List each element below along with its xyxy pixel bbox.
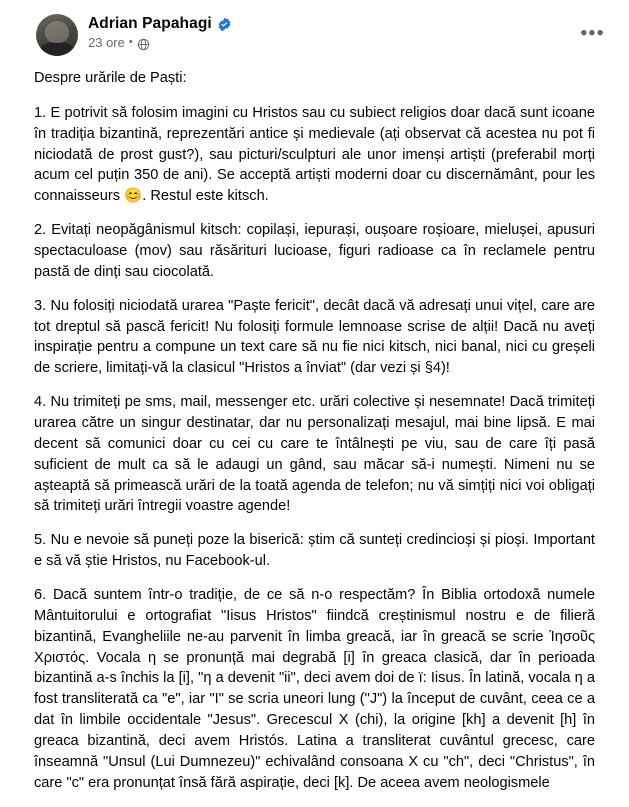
- post-author-block: [88, 14, 232, 50]
- meta-separator-dot: •: [128, 36, 133, 49]
- verified-badge-icon: [217, 17, 232, 32]
- post-paragraph: 2. Evitați neopăgânismul kitsch: copilași, iepurași, oușoare roșioare, mielușei, apusuri spectaculoase (mov) sau răsărituri lucioase, figuri radioase ca în reclamele pentru pastă de dinți sau ciocolată.: [34, 222, 595, 280]
- post-body: [14, 62, 615, 794]
- avatar[interactable]: [36, 14, 78, 56]
- post-paragraph: 5. Nu e nevoie să puneți poze la biserică: știm că sunteți credincioși și pioși. Important e să vă știe Hristos, nu Facebook-ul.: [34, 532, 595, 570]
- post-header: [14, 10, 615, 62]
- post-paragraph: Despre urările de Paști:: [34, 70, 187, 86]
- post-paragraph: 3. Nu folosiți niciodată urarea "Paște fericit", decât dacă vă adresați unui vițel, care are tot dreptul să pască fericit! Nu folosiți formule lemnoase scrise de alții! Dacă nu aveți inspirație pentru a compune un text care să nu fie nici kitsch, nici banal, nici cu greșeli de scriere, limitați-vă la clasicul "Hristos a înviat" (dar vezi și §4)!: [34, 297, 595, 377]
- post-timestamp[interactable]: 23 ore: [88, 35, 125, 51]
- author-name[interactable]: Adrian Papahagi: [88, 15, 212, 32]
- post-paragraph: 1. E potrivit să folosim imagini cu Hristos sau cu subiect religios doar dacă sunt icoane în tradiția bizantină, reprezentări antice și medievale (ați observat că acestea nu pot fi niciodată de prost gust?), sau picturi/sculpturi ale unor imenși artiști (preferabil morți acum cel puțin 350 de ani). Se acceptă artiști moderni doar cu discernământ, pour les connaisseurs 😊. Restul este kitsch.: [34, 104, 595, 205]
- author-row: [88, 15, 232, 32]
- globe-icon[interactable]: [137, 38, 150, 51]
- post-more-options-button[interactable]: •••: [580, 23, 605, 44]
- post-paragraph: 4. Nu trimiteți pe sms, mail, messenger etc. urări colective și nesemnate! Dacă trimiteți urarea către un singur destinatar, dar nu personalizați mesajul, mai bine lipsă. E mai decent să comunici doar cu cei cu care te întâlnești pe viu, sau de care îți pasă suficient de mult ca să le adaugi un gând, sau măcar să-i numești. Nimeni nu se așteaptă să primească urări de la toată agenda de telefon; nu vă simțiți nici voi obligați să trimiteți urări întregii voastre agende!: [34, 394, 595, 515]
- post-paragraph: 6. Dacă suntem într-o tradiție, de ce să n-o respectăm? În Biblia ortodoxă numele Mântuitorului e ortografiat "Iisus Hristos" fiindcă creștinismul nostru e de filieră bizantină, Evangheliile ne-au parvenit în limba greacă, iar în greacă se scrie Ἰησοῦς Χριστός. Vocala η se pronunță mai degrabă [i] în greaca clasică, dar în perioada bizantină a-s închis la [i], "η a devenit "ii", deci avem doi de ï: Iisus. În latină, vocala η a fost transliterată ca "e", iar "I" se scria uneori lung ("J") la început de cuvânt, ceea ce a dat în limbile occidentale "Jesus". Grecescul Χ (chi), la origine [kh] a devenit [h] în greaca bizantină, deci avem Hristós. Latina a transliterat cuvântul grecesc, care înseamnă "Unsul (Lui Dumnezeu)" echivalând consoana Χ cu "ch", deci "Christus", în care "c" era pronunțat însă fără aspirație, deci [k]. De aceea avem neologismele: [34, 587, 595, 791]
- post-meta: [88, 35, 232, 50]
